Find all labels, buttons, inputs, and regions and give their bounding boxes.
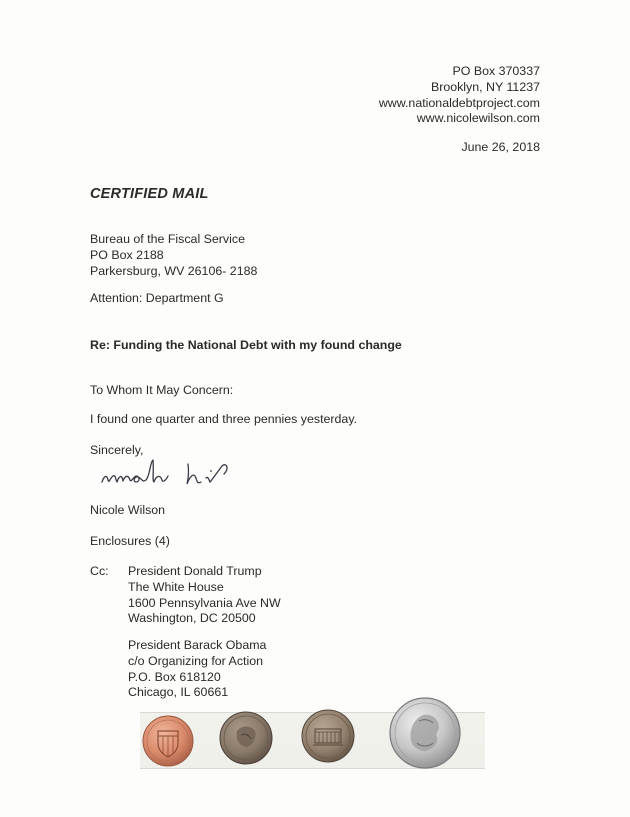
cc-line: 1600 Pennsylvania Ave NW	[128, 595, 281, 610]
closing: Sincerely,	[90, 443, 144, 457]
recipient-city: Parkersburg, WV 26106- 2188	[90, 263, 258, 278]
cc-line: President Barack Obama	[128, 638, 267, 652]
enclosures-line: Enclosures (4)	[90, 534, 170, 548]
attention-line: Attention: Department G	[90, 291, 224, 305]
cc-recipient	[128, 564, 281, 627]
cc-label: Cc:	[90, 564, 109, 578]
recipient-address	[90, 232, 257, 279]
recipient-name: Bureau of the Fiscal Service	[90, 232, 245, 246]
certified-mail-heading: CERTIFIED MAIL	[90, 186, 209, 202]
cc-line: Washington, DC 20500	[128, 611, 256, 626]
penny-coin	[301, 709, 355, 763]
penny-coin	[219, 711, 273, 765]
cc-line: President Donald Trump	[128, 564, 262, 578]
penny-coin	[142, 715, 194, 767]
handwritten-signature	[98, 454, 248, 494]
recipient-po-box: PO Box 2188	[90, 247, 164, 262]
quarter-coin	[389, 697, 461, 769]
sender-po-box: PO Box 370337	[452, 64, 540, 78]
salutation: To Whom It May Concern:	[90, 383, 234, 397]
cc-line: P.O. Box 618120	[128, 669, 221, 684]
cc-recipient	[128, 638, 266, 701]
sender-website-2: www.nicolewilson.com	[416, 111, 540, 126]
letter-date: June 26, 2018	[461, 140, 540, 154]
subject-line: Re: Funding the National Debt with my found change	[90, 338, 402, 352]
cc-line: The White House	[128, 579, 224, 594]
sender-website-1: www.nationaldebtproject.com	[378, 95, 540, 110]
letter-body: I found one quarter and three pennies yesterday.	[90, 412, 358, 426]
signer-name: Nicole Wilson	[90, 503, 166, 517]
cc-line: Chicago, IL 60661	[128, 685, 229, 700]
cc-line: c/o Organizing for Action	[128, 653, 263, 668]
sender-address	[379, 64, 540, 127]
sender-city: Brooklyn, NY 11237	[430, 79, 540, 94]
